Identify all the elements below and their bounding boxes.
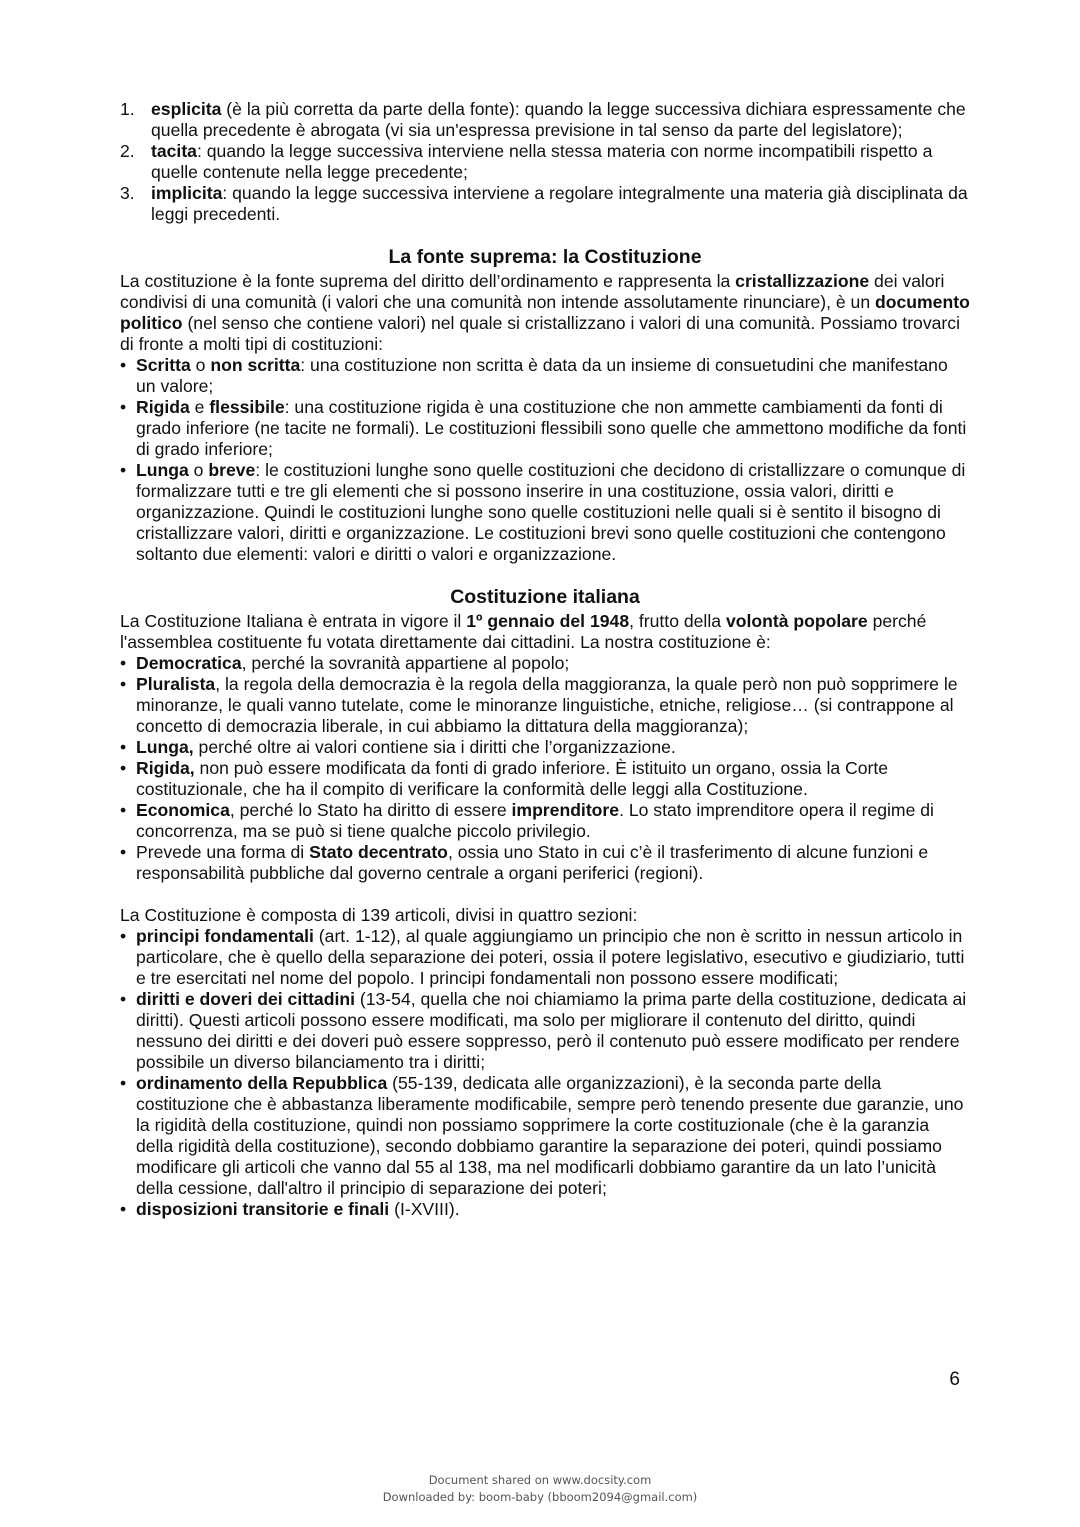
item-text: : quando la legge successiva interviene nella stessa materia con norme incompatibili rispetto a quelle contenute nella legge precedente; xyxy=(151,141,933,182)
item-number: 3. xyxy=(120,183,135,203)
list-item xyxy=(120,141,970,183)
item-number: 2. xyxy=(120,141,135,161)
item-term: tacita xyxy=(151,141,197,161)
section-heading-costituzione: La fonte suprema: la Costituzione xyxy=(388,246,702,268)
abrogation-types-list xyxy=(120,99,970,225)
list-item: • Democratica, perché la sovranità appartiene al popolo; xyxy=(120,653,570,673)
page-number: 6 xyxy=(949,1369,960,1390)
footer-shared-line: Document shared on www.docsity.com xyxy=(428,1473,652,1487)
list-item: • ordinamento della Repubblica (55-139, dedicata alle organizzazioni), è la seconda parte della costituzione che è abbastanza liberamente modificabile, sempre però tenendo presente due garanzie, uno la rigidità della costituzione, quindi non possiamo sopprimere la corte costituzionale (che è la garanzia della rigidità della costituzione), secondo dobbiamo garantire la separazione dei poteri, quindi possiamo modificare gli articoli che vanno dal 55 al 138, ma nel modificarli dobbiamo garantire da un lato l’unicità della cessione, dall'altro il principio di separazione dei poteri; xyxy=(120,1073,964,1198)
list-item: • Lunga, perché oltre ai valori contiene sia i diritti che l’organizzazione. xyxy=(120,737,676,757)
paragraph-gap xyxy=(120,884,970,905)
page-content xyxy=(120,99,970,1220)
bullet-icon: • xyxy=(120,1073,127,1093)
bullet-icon: • xyxy=(120,397,127,417)
bullet-icon: • xyxy=(120,1199,127,1219)
bullet-icon: • xyxy=(120,758,127,778)
section-intro: La Costituzione è composta di 139 articoli, divisi in quattro sezioni: xyxy=(120,905,638,925)
italian-constitution-features-list xyxy=(120,653,970,884)
footer-downloaded-line: Downloaded by: boom-baby (bboom2094@gmail.com) xyxy=(382,1490,698,1504)
bullet-icon: • xyxy=(120,926,127,946)
bullet-icon: • xyxy=(120,460,127,480)
section-heading-costituzione-italiana: Costituzione italiana xyxy=(450,586,640,608)
list-item: • Prevede una forma di Stato decentrato, ossia uno Stato in cui c’è il trasferimento di alcune funzioni e responsabilità pubbliche dal governo centrale a organi periferici (regioni). xyxy=(120,842,929,883)
section-intro: La Costituzione Italiana è entrata in vigore il 1º gennaio del 1948, frutto della volontà popolare perché l'assemblea costituente fu votata direttamente dai cittadini. La nostra costituzione è: xyxy=(120,611,927,652)
list-item: • diritti e doveri dei cittadini (13-54, quella che noi chiamiamo la prima parte della costituzione, dedicata ai diritti). Questi articoli possono essere modificati, ma solo per migliorare il contenuto del diritto, quindi nessuno dei diritti e dei doveri può essere soppresso, però il contenuto può essere modificato per rendere possibile un diverso bilanciamento tra i diritti; xyxy=(120,989,967,1072)
constitution-types-list xyxy=(120,355,970,565)
item-term: esplicita xyxy=(151,99,222,119)
bullet-icon: • xyxy=(120,989,127,1009)
item-number: 1. xyxy=(120,99,135,119)
bullet-icon: • xyxy=(120,355,127,375)
item-text: (è la più corretta da parte della fonte): quando la legge successiva dichiara espressamente che quella precedente è abrogata (vi sia un'espressa previsione in tal senso da parte del legislatore); xyxy=(151,99,966,140)
bullet-icon: • xyxy=(120,674,127,694)
list-item xyxy=(120,99,970,141)
document-footer xyxy=(0,1472,1080,1506)
item-term: implicita xyxy=(151,183,223,203)
constitution-sections-list xyxy=(120,926,970,1220)
list-item xyxy=(120,183,970,225)
list-item: • Rigida e flessibile: una costituzione rigida è una costituzione che non ammette cambiamenti da fonti di grado inferiore (ne tacite ne formali). Le costituzioni flessibili sono quelle che ammettono modifiche da fonti di grado inferiore; xyxy=(120,397,967,459)
list-item: • Rigida, non può essere modificata da fonti di grado inferiore. È istituito un organo, ossia la Corte costituzionale, che ha il compito di verificare la conformità delle leggi alla Costituzione. xyxy=(120,758,889,799)
bullet-icon: • xyxy=(120,737,127,757)
list-item: • Economica, perché lo Stato ha diritto di essere imprenditore. Lo stato imprenditore opera il regime di concorrenza, ma se può si tiene qualche piccolo privilegio. xyxy=(120,800,934,841)
bullet-icon: • xyxy=(120,653,127,673)
list-item: • Lunga o breve: le costituzioni lunghe sono quelle costituzioni che decidono di cristallizzare o comunque di formalizzare tutti e tre gli elementi che si possono inserire in una costituzione, ossia valori, diritti e organizzazione. Quindi le costituzioni lunghe sono quelle costituzioni nelle quali si è sentito il bisogno di cristallizzare valori, diritti e organizzazione. Le costituzioni brevi sono quelle costituzioni che contengono soltanto due elementi: valori e diritti o valori e organizzazione. xyxy=(120,460,966,564)
list-item: • disposizioni transitorie e finali (I-XVIII). xyxy=(120,1199,460,1219)
item-text: : quando la legge successiva interviene a regolare integralmente una materia già disciplinata da leggi precedenti. xyxy=(151,183,968,224)
list-item: • Scritta o non scritta: una costituzione non scritta è data da un insieme di consuetudini che manifestano un valore; xyxy=(120,355,948,396)
list-item: • Pluralista, la regola della democrazia è la regola della maggioranza, la quale però non può sopprimere le minoranze, le quali vanno tutelate, come le minoranze linguistiche, etniche, religiose… (si contrappone al concetto di democrazia liberale, in cui abbiamo la dittatura della maggioranza); xyxy=(120,674,958,736)
bullet-icon: • xyxy=(120,800,127,820)
bullet-icon: • xyxy=(120,842,127,862)
list-item: • principi fondamentali (art. 1-12), al quale aggiungiamo un principio che non è scritto in nessun articolo in particolare, che è quello della separazione dei poteri, ossia il potere legislativo, esecutivo e giudiziario, tutti e tre esercitati nel nome del popolo. I principi fondamentali non possono essere modificati; xyxy=(120,926,965,988)
section-intro: La costituzione è la fonte suprema del diritto dell’ordinamento e rappresenta la cristallizzazione dei valori condivisi di una comunità (i valori che una comunità non intende assolutamente rinunciare), è un documento politico (nel senso che contiene valori) nel quale si cristallizzano i valori di una comunità. Possiamo trovarci di fronte a molti tipi di costituzioni: xyxy=(120,271,970,354)
